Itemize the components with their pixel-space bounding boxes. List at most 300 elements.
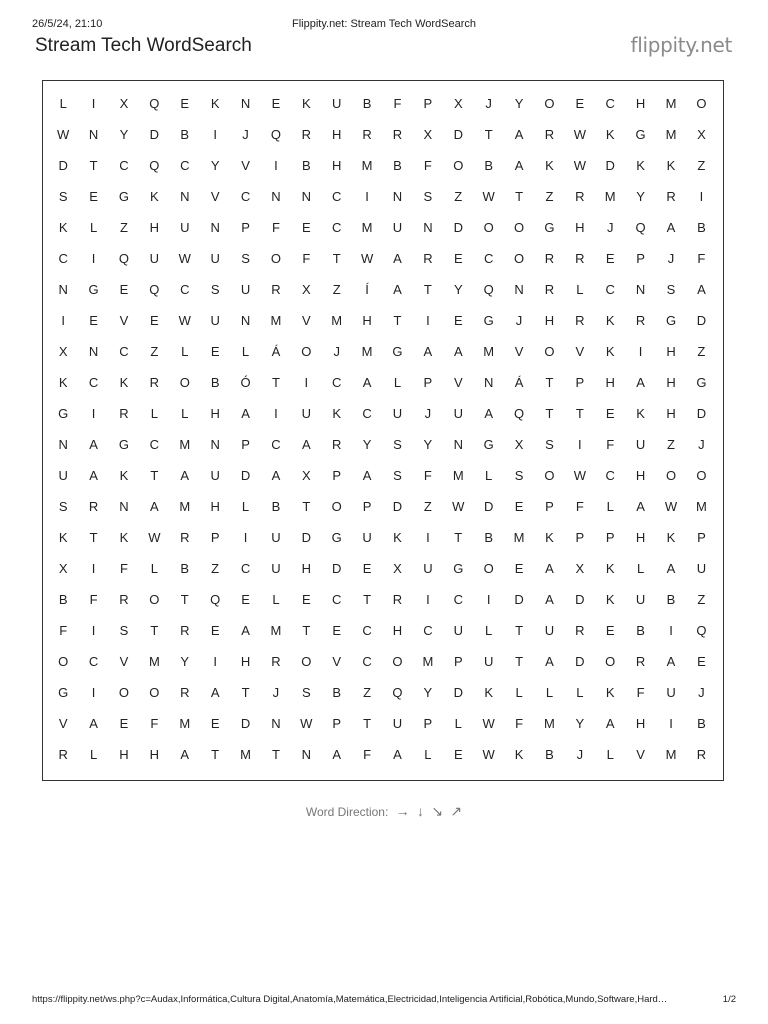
grid-letter: E bbox=[453, 313, 463, 328]
grid-letter: L bbox=[485, 623, 493, 638]
grid-letter: O bbox=[149, 685, 160, 700]
grid-letter: P bbox=[241, 220, 250, 235]
grid-letter: A bbox=[301, 437, 311, 452]
grid-letter: C bbox=[483, 251, 494, 266]
grid-letter: V bbox=[636, 747, 645, 762]
grid-letter: E bbox=[605, 251, 615, 266]
grid-letter: Z bbox=[697, 344, 706, 359]
grid-letter: O bbox=[270, 251, 281, 266]
grid-letter: M bbox=[270, 623, 282, 638]
grid-letter: O bbox=[179, 375, 190, 390]
grid-letter: C bbox=[605, 282, 615, 297]
grid-letter: N bbox=[58, 437, 68, 452]
grid-letter: A bbox=[636, 375, 645, 390]
grid-letter: S bbox=[301, 685, 311, 700]
grid-letter: C bbox=[605, 468, 615, 483]
grid-letter: R bbox=[423, 251, 433, 266]
grid-letter: B bbox=[697, 716, 706, 731]
grid-letter: O bbox=[696, 468, 707, 483]
grid-letter: A bbox=[636, 499, 645, 514]
grid-letter: T bbox=[515, 189, 524, 204]
grid-letter: A bbox=[545, 592, 554, 607]
grid-letter: P bbox=[332, 468, 342, 483]
print-header bbox=[32, 16, 736, 32]
word-search-puzzle bbox=[42, 80, 724, 781]
grid-letter: A bbox=[241, 623, 250, 638]
grid-letter: C bbox=[119, 344, 129, 359]
grid-letter: U bbox=[149, 251, 160, 266]
grid-letter: B bbox=[545, 747, 554, 762]
grid-letter: U bbox=[696, 561, 707, 576]
grid-letter: N bbox=[483, 375, 494, 390]
grid-letter: Q bbox=[149, 282, 160, 297]
grid-letter: B bbox=[636, 623, 645, 638]
grid-letter: J bbox=[272, 685, 280, 700]
grid-letter: P bbox=[605, 530, 615, 545]
grid-letter: V bbox=[453, 375, 463, 390]
grid-letter: X bbox=[514, 437, 524, 452]
grid-letter: I bbox=[213, 654, 217, 669]
grid-letter: A bbox=[180, 468, 190, 483]
grid-letter: X bbox=[453, 96, 463, 111]
grid-letter: I bbox=[274, 158, 278, 173]
grid-letter: T bbox=[302, 499, 311, 514]
grid-letter: A bbox=[89, 716, 98, 731]
grid-letter: H bbox=[666, 375, 676, 390]
grid-letter: L bbox=[241, 499, 250, 514]
grid-letter: G bbox=[544, 220, 555, 235]
grid-letter: A bbox=[180, 747, 190, 762]
grid-letter: K bbox=[119, 468, 129, 483]
grid-letter: K bbox=[545, 158, 554, 173]
grid-letter: F bbox=[636, 685, 645, 700]
grid-letter: A bbox=[545, 561, 554, 576]
grid-letter: F bbox=[423, 158, 432, 173]
grid-letter: K bbox=[484, 685, 493, 700]
grid-letter: K bbox=[605, 344, 615, 359]
grid-letter: M bbox=[240, 747, 251, 762]
grid-letter: N bbox=[88, 344, 99, 359]
grid-letter: D bbox=[696, 313, 707, 328]
grid-letter: M bbox=[148, 654, 160, 669]
grid-letter: Q bbox=[210, 592, 221, 607]
grid-letter: Y bbox=[453, 282, 463, 297]
grid-letter: B bbox=[180, 127, 190, 142]
grid-letter: L bbox=[576, 282, 584, 297]
grid-letter: S bbox=[119, 623, 129, 638]
grid-letter: A bbox=[241, 406, 250, 421]
grid-letter: L bbox=[606, 747, 614, 762]
grid-letter: W bbox=[664, 499, 678, 514]
grid-letter: C bbox=[180, 282, 190, 297]
grid-letter: O bbox=[392, 654, 403, 669]
grid-letter: O bbox=[544, 344, 555, 359]
grid-letter: W bbox=[57, 127, 70, 142]
grid-letter: N bbox=[119, 499, 129, 514]
grid-letter: I bbox=[304, 375, 309, 390]
grid-letter: B bbox=[58, 592, 68, 607]
grid-letter: G bbox=[118, 437, 130, 452]
grid-letter: R bbox=[149, 375, 160, 390]
grid-letter: H bbox=[666, 406, 676, 421]
grid-letter: Y bbox=[636, 189, 645, 204]
grid-letter: I bbox=[91, 685, 96, 700]
grid-letter: T bbox=[393, 313, 402, 328]
grid-letter: I bbox=[91, 251, 96, 266]
grid-letter: E bbox=[271, 96, 281, 111]
grid-letter: P bbox=[362, 499, 372, 514]
grid-letter: F bbox=[59, 623, 68, 638]
grid-letter: C bbox=[423, 623, 433, 638]
grid-letter: Z bbox=[423, 499, 432, 514]
grid-letter: X bbox=[119, 96, 129, 111]
grid-letter: U bbox=[271, 561, 281, 576]
grid-letter: A bbox=[393, 251, 402, 266]
grid-letter: B bbox=[484, 158, 493, 173]
grid-letter: R bbox=[180, 530, 190, 545]
grid-letter: X bbox=[393, 561, 402, 576]
grid-letter: L bbox=[515, 685, 523, 700]
grid-letter: B bbox=[393, 158, 402, 173]
grid-letter: O bbox=[483, 561, 494, 576]
grid-letter: B bbox=[332, 685, 342, 700]
grid-letter: P bbox=[575, 375, 585, 390]
grid-letter: W bbox=[148, 530, 161, 545]
grid-letter: H bbox=[392, 623, 403, 638]
grid-letter: T bbox=[545, 406, 554, 421]
grid-letter: M bbox=[604, 189, 616, 204]
grid-letter: Z bbox=[211, 561, 220, 576]
letter-grid bbox=[48, 88, 717, 770]
grid-letter: S bbox=[545, 437, 554, 452]
grid-letter: D bbox=[301, 530, 312, 545]
grid-letter: K bbox=[58, 375, 68, 390]
grid-letter: Á bbox=[514, 375, 524, 390]
grid-letter: T bbox=[150, 623, 159, 638]
grid-letter: I bbox=[426, 592, 430, 607]
grid-letter: J bbox=[698, 437, 705, 452]
grid-letter: C bbox=[58, 251, 68, 266]
grid-letter: T bbox=[150, 468, 159, 483]
grid-letter: M bbox=[665, 127, 677, 142]
grid-letter: R bbox=[119, 592, 129, 607]
grid-letter: H bbox=[332, 127, 342, 142]
grid-letter: U bbox=[392, 716, 403, 731]
grid-letter: K bbox=[605, 127, 615, 142]
grid-letter: G bbox=[118, 189, 130, 204]
grid-letter: V bbox=[58, 716, 68, 731]
grid-letter: U bbox=[210, 313, 220, 328]
grid-letter: T bbox=[454, 530, 463, 545]
grid-letter: K bbox=[119, 375, 129, 390]
grid-letter: W bbox=[452, 499, 465, 514]
grid-letter: L bbox=[89, 747, 98, 762]
grid-letter: A bbox=[210, 685, 220, 700]
grid-letter: T bbox=[545, 375, 554, 390]
grid-letter: K bbox=[605, 685, 615, 700]
grid-letter: R bbox=[635, 654, 646, 669]
grid-letter: A bbox=[514, 127, 524, 142]
grid-letter: G bbox=[331, 530, 342, 545]
grid-letter: V bbox=[119, 313, 129, 328]
grid-letter: O bbox=[118, 685, 130, 700]
grid-letter: E bbox=[210, 623, 220, 638]
grid-letter: I bbox=[426, 530, 430, 545]
grid-letter: J bbox=[576, 747, 584, 762]
grid-letter: D bbox=[696, 406, 707, 421]
grid-letter: W bbox=[573, 468, 586, 483]
grid-letter: Í bbox=[365, 282, 369, 297]
grid-letter: T bbox=[180, 592, 189, 607]
grid-letter: X bbox=[575, 561, 585, 576]
grid-letter: D bbox=[453, 127, 463, 142]
grid-letter: Q bbox=[118, 251, 130, 266]
grid-letter: K bbox=[636, 406, 645, 421]
grid-letter: C bbox=[271, 437, 281, 452]
grid-letter: Q bbox=[635, 220, 646, 235]
grid-letter: A bbox=[514, 158, 524, 173]
grid-letter: L bbox=[393, 375, 402, 390]
grid-letter: U bbox=[453, 623, 463, 638]
grid-letter: U bbox=[180, 220, 190, 235]
grid-letter: T bbox=[363, 592, 372, 607]
grid-letter: Z bbox=[697, 592, 706, 607]
grid-letter: U bbox=[240, 282, 251, 297]
grid-letter: Z bbox=[120, 220, 128, 235]
grid-letter: S bbox=[58, 499, 68, 514]
grid-letter: M bbox=[665, 96, 677, 111]
grid-letter: M bbox=[270, 313, 282, 328]
grid-letter: S bbox=[241, 251, 250, 266]
grid-letter: S bbox=[393, 437, 402, 452]
grid-letter: F bbox=[393, 96, 402, 111]
grid-letter: V bbox=[575, 344, 585, 359]
grid-letter: P bbox=[423, 375, 433, 390]
grid-letter: C bbox=[240, 189, 251, 204]
grid-letter: U bbox=[362, 530, 372, 545]
grid-letter: Y bbox=[180, 654, 190, 669]
grid-letter: N bbox=[240, 96, 251, 111]
grid-letter: K bbox=[150, 189, 159, 204]
grid-letter: G bbox=[58, 406, 69, 421]
grid-letter: X bbox=[301, 468, 311, 483]
grid-letter: D bbox=[605, 158, 615, 173]
grid-letter: U bbox=[453, 406, 463, 421]
grid-letter: Z bbox=[545, 189, 554, 204]
grid-letter: U bbox=[392, 220, 403, 235]
grid-letter: M bbox=[695, 499, 707, 514]
grid-letter: A bbox=[484, 406, 493, 421]
grid-letter: W bbox=[573, 158, 586, 173]
grid-letter: J bbox=[485, 96, 492, 111]
grid-letter: H bbox=[149, 220, 160, 235]
grid-letter: N bbox=[514, 282, 524, 297]
arrow-right-icon: → bbox=[395, 803, 410, 819]
grid-letter: O bbox=[544, 468, 555, 483]
grid-letter: D bbox=[240, 716, 251, 731]
grid-letter: D bbox=[575, 592, 585, 607]
grid-letter: I bbox=[91, 623, 96, 638]
grid-letter: G bbox=[453, 561, 464, 576]
grid-letter: K bbox=[605, 313, 615, 328]
grid-letter: L bbox=[545, 685, 554, 700]
grid-letter: E bbox=[514, 561, 524, 576]
grid-letter: K bbox=[666, 530, 676, 545]
grid-letter: W bbox=[178, 251, 191, 266]
print-datetime: 26/5/24, 21:10 bbox=[32, 18, 103, 30]
grid-letter: A bbox=[605, 716, 615, 731]
grid-letter: H bbox=[544, 313, 555, 328]
grid-letter: K bbox=[636, 158, 645, 173]
grid-letter: M bbox=[452, 468, 464, 483]
grid-letter: Z bbox=[150, 344, 159, 359]
grid-letter: O bbox=[58, 654, 69, 669]
grid-letter: M bbox=[422, 654, 434, 669]
grid-letter: S bbox=[393, 468, 402, 483]
grid-letter: G bbox=[696, 375, 707, 390]
grid-letter: R bbox=[575, 623, 585, 638]
grid-letter: O bbox=[544, 96, 555, 111]
grid-letter: T bbox=[423, 282, 432, 297]
grid-letter: M bbox=[361, 158, 373, 173]
grid-letter: R bbox=[180, 685, 190, 700]
grid-letter: I bbox=[669, 716, 673, 731]
grid-letter: E bbox=[301, 592, 311, 607]
grid-letter: X bbox=[58, 344, 68, 359]
grid-letter: N bbox=[453, 437, 463, 452]
grid-letter: A bbox=[453, 344, 463, 359]
grid-letter: I bbox=[578, 437, 582, 452]
grid-letter: W bbox=[482, 189, 495, 204]
grid-letter: G bbox=[58, 685, 69, 700]
grid-letter: M bbox=[513, 530, 525, 545]
word-direction-legend bbox=[0, 803, 768, 820]
grid-letter: P bbox=[423, 716, 433, 731]
grid-letter: M bbox=[665, 747, 677, 762]
grid-letter: K bbox=[332, 406, 342, 421]
grid-letter: B bbox=[210, 375, 220, 390]
grid-letter: H bbox=[635, 468, 646, 483]
grid-letter: O bbox=[665, 468, 677, 483]
grid-letter: M bbox=[179, 437, 191, 452]
grid-letter: W bbox=[573, 127, 586, 142]
grid-letter: K bbox=[393, 530, 402, 545]
grid-letter: U bbox=[58, 468, 68, 483]
grid-letter: Q bbox=[149, 158, 160, 173]
grid-letter: K bbox=[605, 592, 615, 607]
grid-letter: I bbox=[638, 344, 643, 359]
grid-letter: T bbox=[211, 747, 220, 762]
grid-letter: K bbox=[605, 561, 615, 576]
grid-letter: L bbox=[454, 716, 462, 731]
grid-letter: A bbox=[271, 468, 281, 483]
grid-letter: D bbox=[392, 499, 403, 514]
grid-letter: I bbox=[91, 561, 96, 576]
grid-letter: T bbox=[302, 623, 311, 638]
grid-letter: A bbox=[362, 375, 372, 390]
grid-letter: N bbox=[392, 189, 403, 204]
grid-letter: H bbox=[635, 96, 646, 111]
grid-letter: A bbox=[89, 468, 98, 483]
grid-letter: B bbox=[362, 96, 372, 111]
grid-letter: P bbox=[453, 654, 463, 669]
grid-letter: N bbox=[88, 127, 99, 142]
grid-letter: P bbox=[423, 96, 433, 111]
grid-letter: N bbox=[423, 220, 433, 235]
grid-letter: O bbox=[513, 220, 525, 235]
grid-letter: M bbox=[179, 716, 191, 731]
grid-letter: E bbox=[453, 747, 463, 762]
grid-letter: Y bbox=[362, 437, 372, 452]
grid-letter: B bbox=[666, 592, 676, 607]
grid-letter: L bbox=[424, 747, 432, 762]
grid-letter: E bbox=[362, 561, 372, 576]
grid-letter: A bbox=[666, 654, 676, 669]
grid-letter: R bbox=[119, 406, 129, 421]
grid-letter: I bbox=[213, 127, 217, 142]
grid-letter: H bbox=[119, 747, 129, 762]
grid-letter: E bbox=[605, 623, 615, 638]
grid-letter: U bbox=[332, 96, 342, 111]
grid-letter: I bbox=[243, 530, 248, 545]
grid-letter: N bbox=[301, 747, 312, 762]
grid-letter: N bbox=[180, 189, 190, 204]
grid-letter: I bbox=[274, 406, 278, 421]
grid-letter: Q bbox=[696, 623, 707, 638]
grid-letter: M bbox=[331, 313, 343, 328]
grid-letter: J bbox=[242, 127, 249, 142]
grid-letter: L bbox=[181, 406, 189, 421]
grid-letter: H bbox=[210, 499, 220, 514]
grid-letter: F bbox=[423, 468, 432, 483]
grid-letter: F bbox=[515, 716, 524, 731]
grid-letter: E bbox=[210, 716, 220, 731]
grid-letter: G bbox=[665, 313, 677, 328]
grid-letter: Y bbox=[423, 685, 433, 700]
grid-letter: O bbox=[696, 96, 707, 111]
grid-letter: T bbox=[89, 530, 98, 545]
grid-letter: I bbox=[91, 406, 96, 421]
grid-letter: K bbox=[301, 96, 311, 111]
grid-letter: R bbox=[392, 127, 403, 142]
grid-letter: R bbox=[635, 313, 646, 328]
grid-letter: C bbox=[332, 592, 342, 607]
grid-letter: P bbox=[332, 716, 342, 731]
grid-letter: J bbox=[515, 313, 523, 328]
grid-letter: G bbox=[635, 127, 646, 142]
grid-letter: O bbox=[605, 654, 616, 669]
grid-letter: W bbox=[482, 716, 495, 731]
grid-letter: I bbox=[699, 189, 704, 204]
grid-letter: Q bbox=[270, 127, 281, 142]
grid-letter: E bbox=[119, 282, 129, 297]
grid-letter: Z bbox=[667, 437, 675, 452]
grid-letter: G bbox=[483, 313, 494, 328]
grid-letter: U bbox=[635, 437, 646, 452]
grid-letter: V bbox=[210, 189, 220, 204]
grid-letter: E bbox=[697, 654, 706, 669]
grid-letter: F bbox=[697, 251, 706, 266]
grid-letter: P bbox=[545, 499, 554, 514]
grid-letter: U bbox=[666, 685, 676, 700]
grid-letter: X bbox=[423, 127, 433, 142]
grid-letter: D bbox=[149, 127, 160, 142]
grid-letter: U bbox=[271, 530, 281, 545]
grid-letter: O bbox=[301, 654, 312, 669]
grid-letter: N bbox=[271, 189, 281, 204]
grid-letter: D bbox=[240, 468, 251, 483]
grid-letter: K bbox=[666, 158, 676, 173]
